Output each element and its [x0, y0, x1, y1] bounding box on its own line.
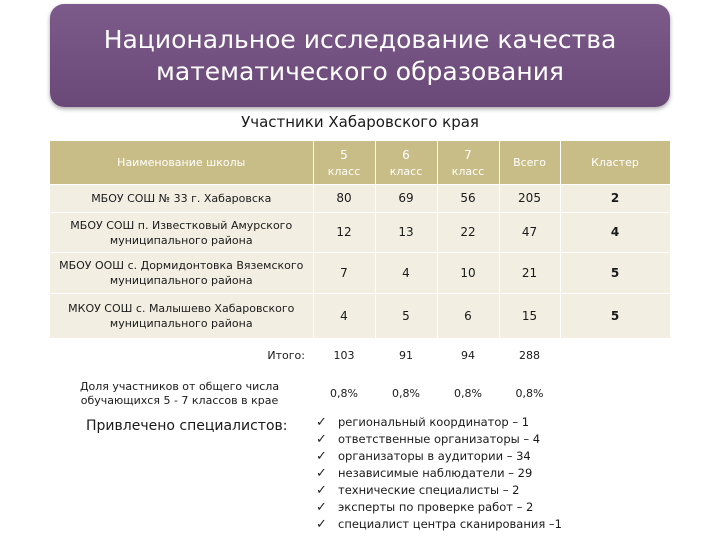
- totals-cluster-empty: [560, 339, 670, 372]
- header-total: Всего: [499, 141, 560, 185]
- page-title: Национальное исследование качества математического образования: [103, 24, 617, 86]
- totals-row: [50, 339, 670, 372]
- table-row: [50, 294, 670, 339]
- grade-5-count: 4: [313, 294, 375, 339]
- participants-table: [50, 141, 671, 416]
- total-count: 21: [499, 253, 560, 294]
- totals-label: Итого:: [50, 339, 313, 372]
- share-grade-7: 0,8%: [437, 371, 499, 416]
- checkmark-icon: ✓: [316, 466, 327, 481]
- checkmark-icon: ✓: [316, 449, 327, 464]
- grade-6-count: 5: [375, 294, 437, 339]
- checkmark-icon: ✓: [316, 415, 327, 430]
- share-grade-6: 0,8%: [375, 371, 437, 416]
- table-row: [50, 185, 670, 213]
- checkmark-icon: ✓: [316, 483, 327, 498]
- header-grade-6-number: 6: [402, 147, 410, 162]
- school-name: МБОУ ООШ с. Дормидонтовка Вяземского муниципального района: [50, 253, 313, 294]
- page-subtitle: Участники Хабаровского края: [241, 113, 479, 131]
- totals-grade-5: 103: [313, 339, 375, 372]
- grade-7-count: 22: [437, 213, 499, 253]
- list-item: [316, 414, 562, 431]
- specialist-text: организаторы в аудитории – 34: [338, 449, 531, 463]
- grade-5-count: 80: [313, 185, 375, 213]
- table-header-row: [50, 141, 670, 185]
- specialists-list: [316, 414, 562, 533]
- cluster-value: 5: [560, 294, 670, 339]
- totals-grade-6: 91: [375, 339, 437, 372]
- share-grade-5: 0,8%: [313, 371, 375, 416]
- share-cluster-empty: [560, 371, 670, 416]
- list-item: [316, 482, 562, 499]
- school-name: МКОУ СОШ с. Малышево Хабаровского муниципального района: [50, 294, 313, 339]
- specialist-text: независимые наблюдатели – 29: [338, 466, 533, 480]
- grade-6-count: 69: [375, 185, 437, 213]
- cluster-value: 2: [560, 185, 670, 213]
- engaged-specialists-label: Привлечено специалистов:: [86, 418, 288, 434]
- share-label: Доля участников от общего числа обучающихся 5 - 7 классов в крае: [50, 371, 313, 416]
- cluster-value: 4: [560, 213, 670, 253]
- share-row: [50, 371, 670, 416]
- header-school: Наименование школы: [50, 141, 313, 185]
- header-cluster: Кластер: [560, 141, 670, 185]
- list-item: [316, 431, 562, 448]
- grade-6-count: 13: [375, 213, 437, 253]
- share-total: 0,8%: [499, 371, 560, 416]
- specialist-text: специалист центра сканирования –1: [338, 517, 562, 531]
- total-count: 47: [499, 213, 560, 253]
- header-grade-7-number: 7: [464, 147, 472, 162]
- header-grade-5-number: 5: [340, 147, 348, 162]
- totals-grade-7: 94: [437, 339, 499, 372]
- grade-5-count: 12: [313, 213, 375, 253]
- table-row: [50, 213, 670, 253]
- specialist-text: эксперты по проверке работ – 2: [338, 500, 534, 514]
- header-grade-5: [313, 141, 375, 185]
- checkmark-icon: ✓: [316, 500, 327, 515]
- grade-5-count: 7: [313, 253, 375, 294]
- cluster-value: 5: [560, 253, 670, 294]
- header-grade-6-label: класс: [389, 164, 423, 178]
- title-banner: [50, 4, 670, 107]
- specialist-text: ответственные организаторы – 4: [338, 432, 541, 446]
- checkmark-icon: ✓: [316, 432, 327, 447]
- table-row: [50, 253, 670, 294]
- header-grade-7-label: класс: [451, 164, 485, 178]
- list-item: [316, 465, 562, 482]
- grade-7-count: 10: [437, 253, 499, 294]
- list-item: [316, 516, 562, 533]
- header-grade-6: [375, 141, 437, 185]
- school-name: МБОУ СОШ № 33 г. Хабаровска: [50, 185, 313, 213]
- header-grade-7: [437, 141, 499, 185]
- grade-7-count: 6: [437, 294, 499, 339]
- list-item: [316, 448, 562, 465]
- totals-total: 288: [499, 339, 560, 372]
- checkmark-icon: ✓: [316, 517, 327, 532]
- specialist-text: технические специалисты – 2: [338, 483, 520, 497]
- grade-6-count: 4: [375, 253, 437, 294]
- list-item: [316, 499, 562, 516]
- grade-7-count: 56: [437, 185, 499, 213]
- total-count: 15: [499, 294, 560, 339]
- specialist-text: региональный координатор – 1: [338, 415, 530, 429]
- total-count: 205: [499, 185, 560, 213]
- school-name: МБОУ СОШ п. Известковый Амурского муниципального района: [50, 213, 313, 253]
- header-grade-5-label: класс: [327, 164, 361, 178]
